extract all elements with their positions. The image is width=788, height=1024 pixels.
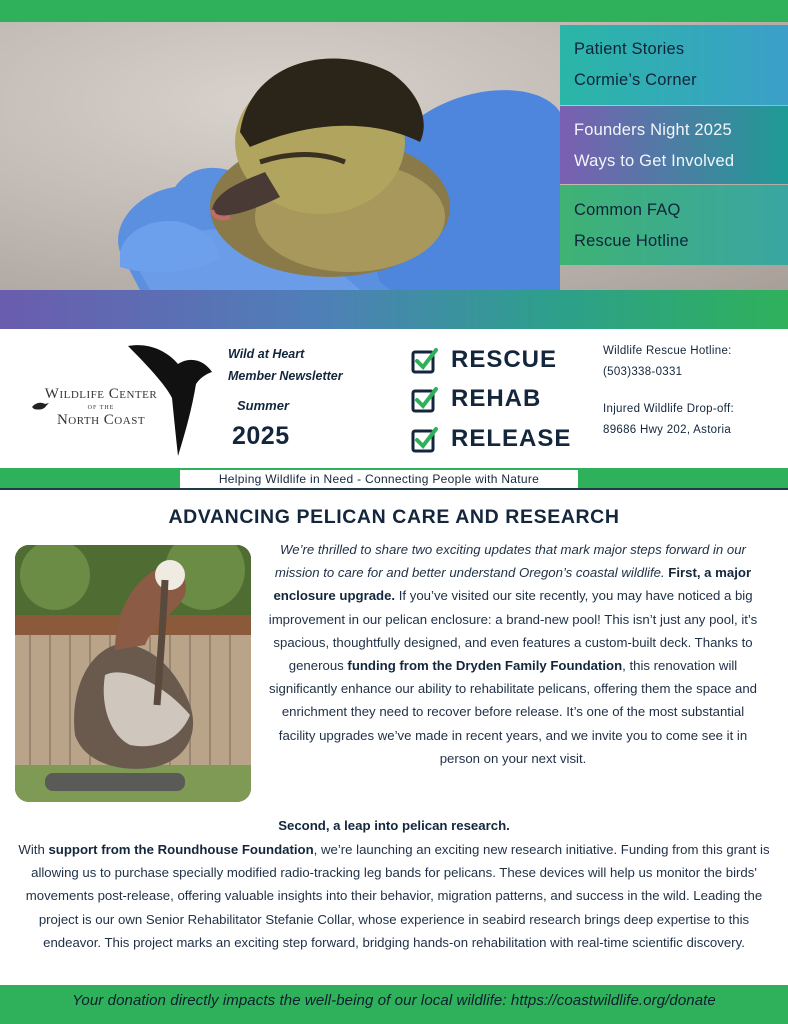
menu-group-events	[560, 106, 788, 184]
pillar-release	[411, 423, 571, 455]
pillar-rescue	[411, 344, 557, 376]
menu-item-founders-night[interactable]: Founders Night 2025	[574, 121, 732, 139]
article-paragraph-2	[18, 838, 770, 954]
newsletter-title	[228, 343, 368, 387]
menu-item-rescue-hotline[interactable]: Rescue Hotline	[574, 232, 689, 250]
pillar-label: RELEASE	[451, 425, 572, 452]
dropoff-address: 89686 Hwy 202, Astoria	[603, 424, 732, 436]
article-intro: We’re thrilled to share two exciting updates that mark major steps forward in our mission to care for and better understand Oregon’s coastal wildlife.	[274, 542, 746, 581]
logo-line-wildlife-center: Wildlife Center	[44, 386, 158, 402]
pelican-illustration	[15, 545, 251, 802]
menu-item-ways-to-get-involved[interactable]: Ways to Get Involved	[574, 152, 735, 170]
menu-item-patient-stories[interactable]: Patient Stories	[574, 40, 685, 58]
paragraph-2-text-b: , we’re launching an exciting new research initiative. Funding from this grant is allowing us to purchase specially modified radio-tracking leg bands for pelicans. These devices will help us monitor the birds' movements post-release, offering valuable insights into their behavior, migration patterns, and success in the wild. Leading the project is our own Senior Rehabilitator Stefanie Collar, whose experience in seabird research brings deep expertise to this endeavor. This project marks an exciting step forward, bridging hands-on rehabilitation with real-time scientific discovery.	[25, 842, 770, 950]
menu-item-cormies-corner[interactable]: Cormie’s Corner	[574, 71, 697, 89]
newsletter-title-line1: Wild at Heart	[228, 347, 305, 361]
menu-group-help	[560, 185, 788, 265]
donation-footer	[0, 985, 788, 1024]
paragraph-2-text-a: With	[18, 842, 49, 857]
dropoff-label: Injured Wildlife Drop-off:	[603, 403, 734, 415]
paragraph-2-funder: support from the Roundhouse Foundation	[48, 842, 314, 857]
pillar-label: REHAB	[451, 385, 542, 412]
newsletter-year: 2025	[232, 422, 290, 450]
paragraph-1-funder: funding from the Dryden Family Foundation	[347, 658, 623, 674]
hotline-number[interactable]: (503)338-0331	[603, 366, 683, 378]
newsletter-season: Summer	[237, 398, 290, 413]
paragraph-1-lead: First, a major enclosure upgrade.	[273, 565, 752, 604]
pillar-label: RESCUE	[451, 346, 558, 373]
paragraph-1-text-b: , this renovation will significantly enhance our ability to rehabilitate pelicans, offering them the space and enrichment they need to recover before release. It’s one of the most substantial facility upgrades we’ve made in recent years, and we invite you to come see it in person on your next visit.	[269, 658, 757, 766]
gradient-band	[0, 290, 788, 329]
paragraph-1-text-a: If you’ve visited our site recently, you may have noticed a big improvement in our pelican enclosure: a brand-new pool! This isn’t just any pool, it’s spacious, thoughtfully designed, and even features a custom-built deck. Thanks to generous	[268, 588, 758, 674]
pelican-photo	[15, 545, 251, 802]
hotline-label: Wildlife Rescue Hotline:	[603, 345, 732, 357]
donation-link-text[interactable]: Your donation directly impacts the well-being of our local wildlife: https://coastwildlife.org/donate	[72, 992, 716, 1009]
checkbox-checked-icon	[411, 425, 439, 453]
checkbox-checked-icon	[411, 346, 439, 374]
contact-info	[603, 341, 783, 441]
newsletter-title-line2: Member Newsletter	[228, 369, 343, 383]
top-accent-stripe	[0, 0, 788, 22]
logo-line-north-coast: North Coast	[56, 412, 146, 428]
paragraph-2-heading: Second, a leap into pelican research.	[278, 818, 510, 833]
article-title: ADVANCING PELICAN CARE AND RESEARCH	[168, 506, 620, 528]
menu-item-common-faq[interactable]: Common FAQ	[574, 201, 681, 219]
article-paragraph-1	[262, 538, 764, 770]
checkbox-checked-icon	[411, 385, 439, 413]
tagline-bar-underline	[0, 488, 788, 490]
pillar-rehab	[411, 383, 541, 415]
tagline: Helping Wildlife in Need - Connecting People with Nature	[180, 470, 578, 488]
menu-group-stories	[560, 25, 788, 105]
logo-line-of-the: OF THE	[87, 405, 115, 411]
organization-logo-text	[26, 386, 176, 429]
